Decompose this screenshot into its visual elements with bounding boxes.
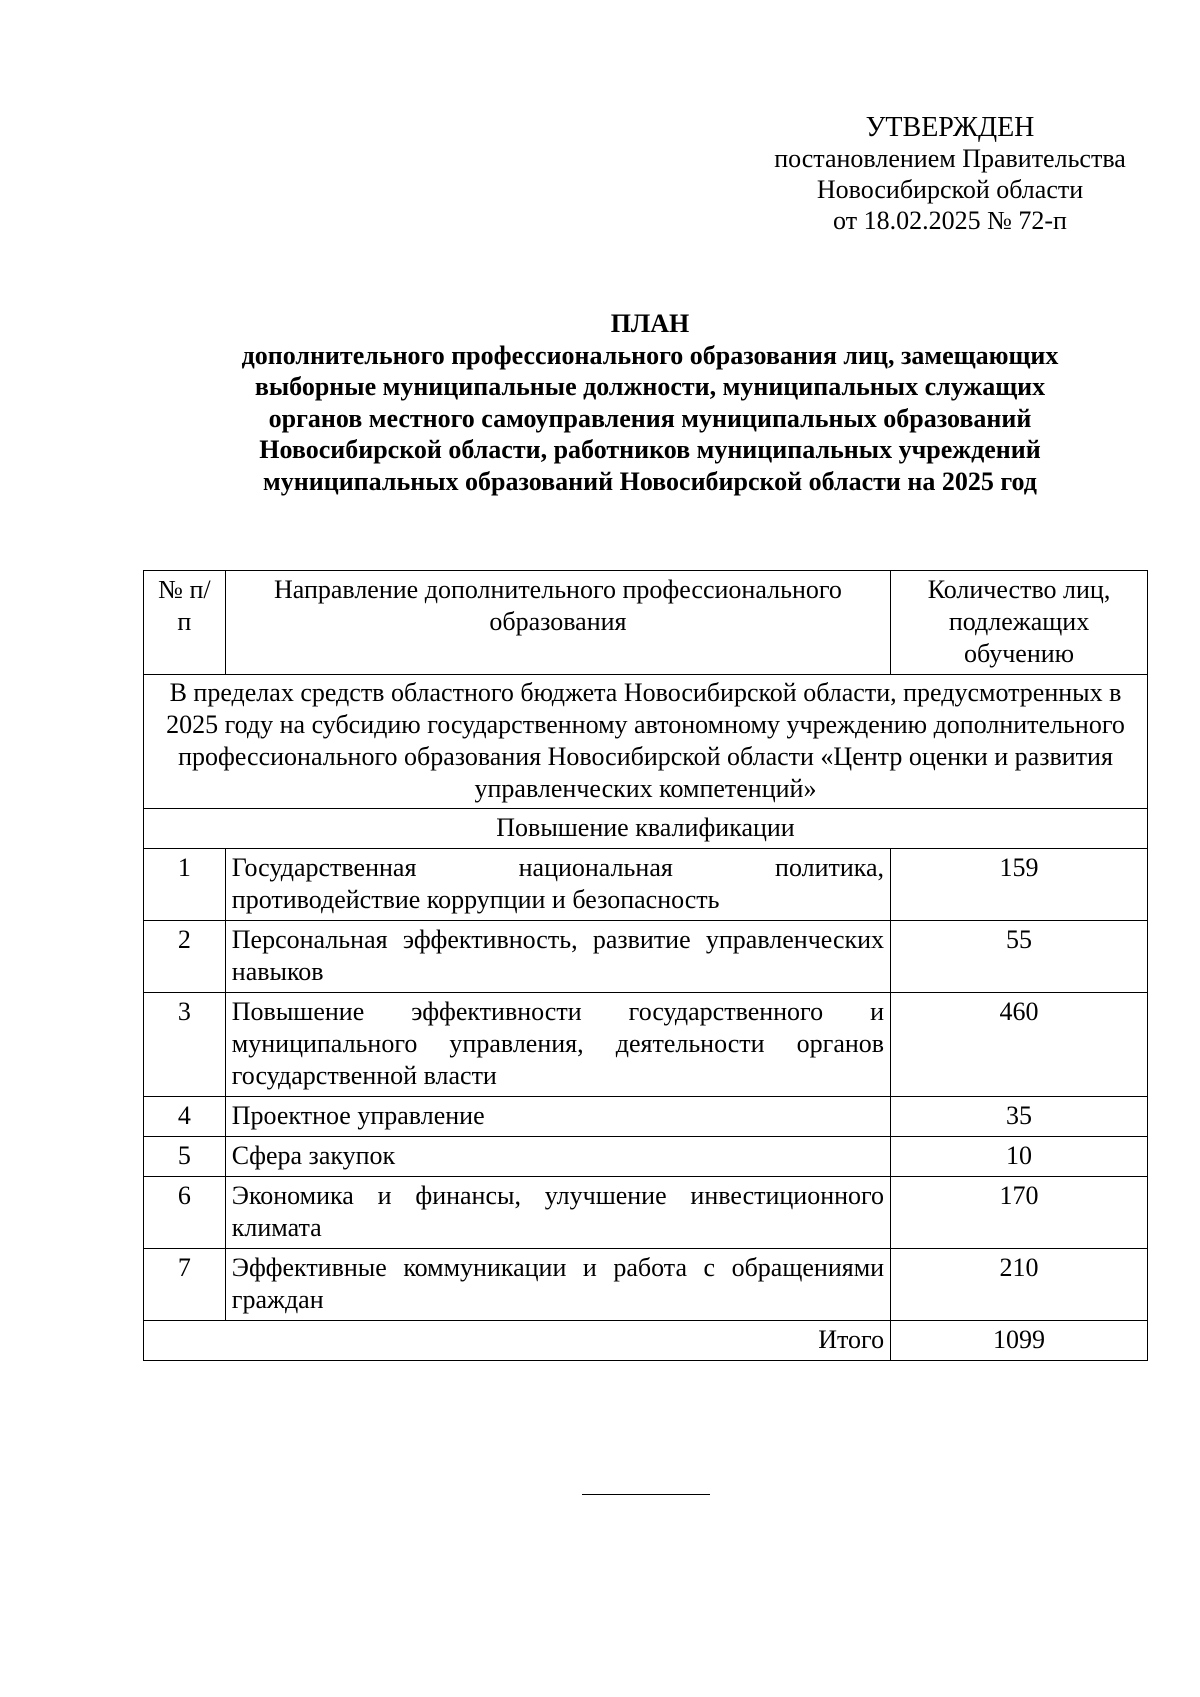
row-direction: Персональная эффективность, развитие управленческих навыков [225,921,890,993]
row-num: 5 [144,1137,226,1177]
total-label: Итого [144,1321,891,1361]
row-direction: Экономика и финансы, улучшение инвестиционного климата [225,1177,890,1249]
plan-table [143,570,1148,1361]
end-divider [582,1494,710,1495]
row-direction: Государственная национальная политика, противодействие коррупции и безопасность [225,849,890,921]
row-num: 7 [144,1249,226,1321]
row-quantity: 460 [891,993,1148,1097]
approval-title: УТВЕРЖДЕН [865,112,1035,143]
table-row [144,1137,1148,1177]
approval-date: от 18.02.2025 № 72-п [833,206,1067,235]
approval-line: постановлением Правительства [774,144,1126,173]
row-direction: Эффективные коммуникации и работа с обращениями граждан [225,1249,890,1321]
row-quantity: 10 [891,1137,1148,1177]
approval-line: Новосибирской области [816,175,1084,204]
table-row [144,921,1148,993]
row-quantity: 55 [891,921,1148,993]
approval-stamp [730,112,1170,236]
row-num: 2 [144,921,226,993]
table-row [144,1249,1148,1321]
header-quantity: Количество лиц, подлежащих обучению [891,571,1148,675]
total-row [144,1321,1148,1361]
title-line: выборные муниципальные должности, муниципальных служащих [254,372,1046,401]
row-num: 6 [144,1177,226,1249]
row-quantity: 159 [891,849,1148,921]
row-quantity: 35 [891,1097,1148,1137]
row-num: 3 [144,993,226,1097]
row-quantity: 210 [891,1249,1148,1321]
funding-note: В пределах средств областного бюджета Новосибирской области, предусмотренных в 2025 году на субсидию государственному автономному учреждению дополнительного профессионального образования Новосибирской области «Центр оценки и развития управленческих компетенций» [144,675,1148,809]
header-num: № п/п [144,571,226,675]
table-row [144,1097,1148,1137]
row-num: 4 [144,1097,226,1137]
table-row [144,849,1148,921]
document-title [140,308,1160,497]
table-row [144,1177,1148,1249]
title-line: органов местного самоуправления муниципальных образований [268,403,1032,433]
title-line: дополнительного профессионального образования лиц, замещающих [241,340,1059,370]
funding-note-row [144,675,1148,809]
row-direction: Повышение эффективности государственного и муниципального управления, деятельности органов государственной власти [225,993,890,1097]
row-quantity: 170 [891,1177,1148,1249]
title-line: муниципальных образований Новосибирской области на 2025 год [263,466,1037,496]
row-direction: Сфера закупок [225,1137,890,1177]
title-heading: ПЛАН [610,309,690,338]
table-row [144,993,1148,1097]
total-value: 1099 [891,1321,1148,1361]
row-num: 1 [144,849,226,921]
section-row [144,809,1148,849]
section-title: Повышение квалификации [144,809,1148,849]
row-direction: Проектное управление [225,1097,890,1137]
table-header-row [144,571,1148,675]
title-line: Новосибирской области, работников муниципальных учреждений [259,435,1041,464]
header-direction: Направление дополнительного профессионального образования [225,571,890,675]
